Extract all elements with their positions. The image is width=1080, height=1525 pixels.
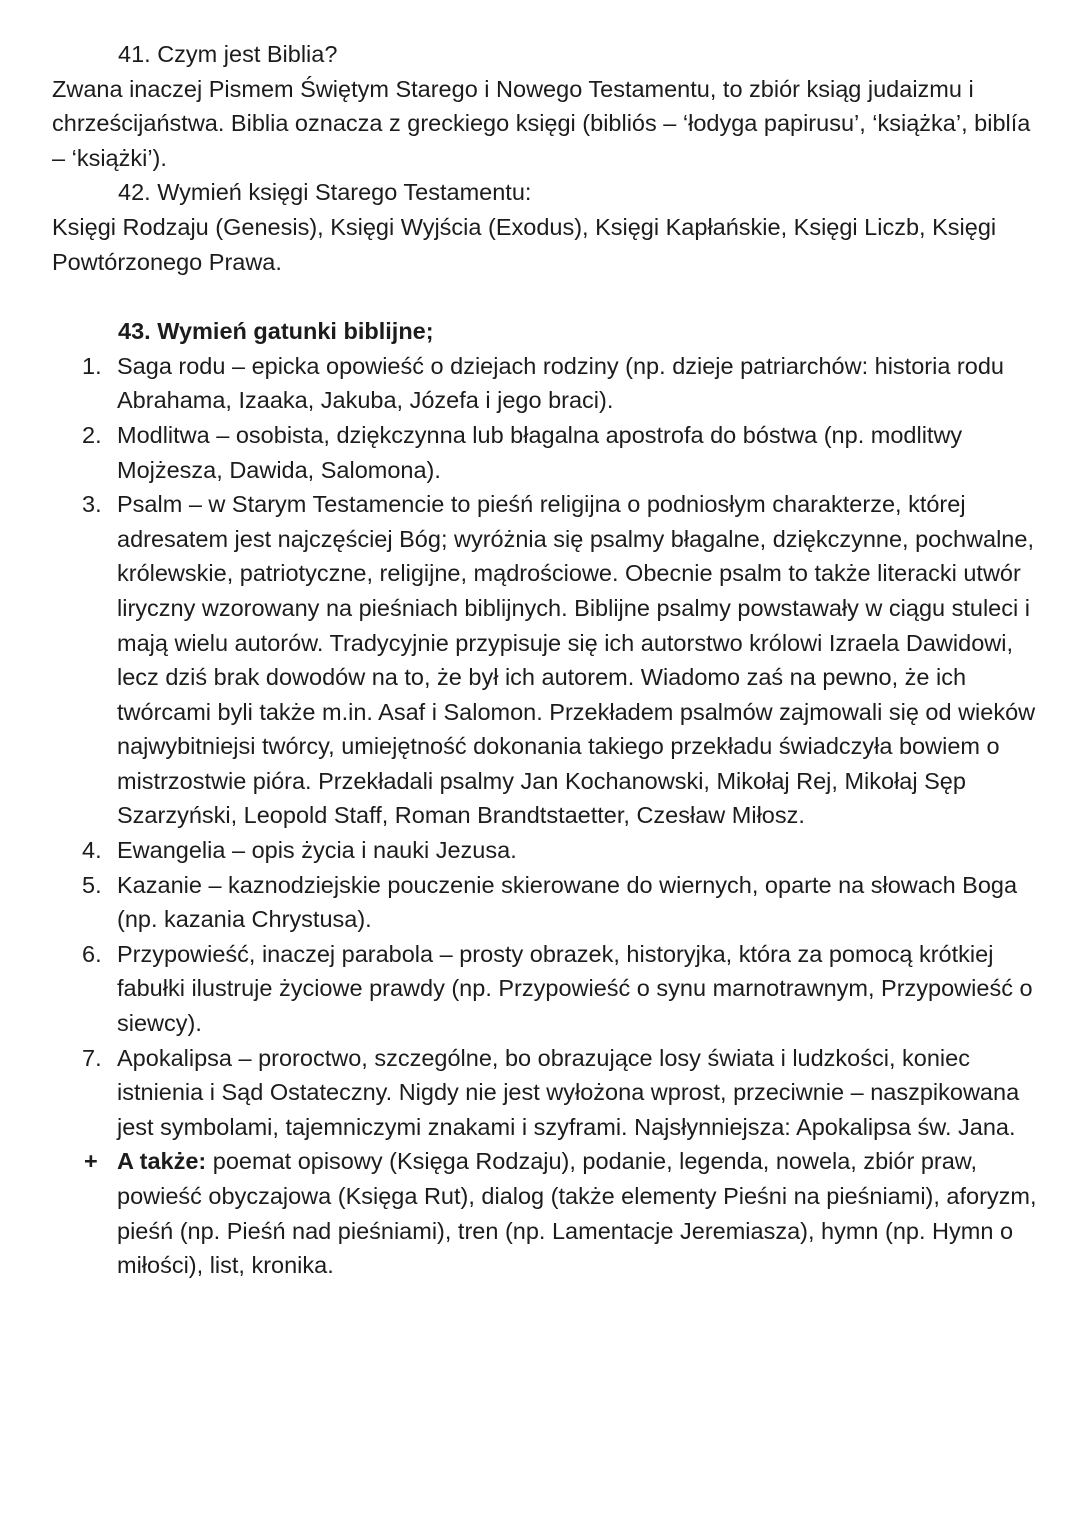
list-item-number: 3. <box>82 491 102 518</box>
list-item-number: 2. <box>82 421 102 448</box>
list-item <box>52 868 1042 937</box>
genre-list <box>52 349 1042 1145</box>
list-item-text: Kazanie – kaznodziejskie pouczenie skierowane do wiernych, oparte na słowach Boga (np. kazania Chrystusa). <box>117 871 1018 933</box>
list-item <box>52 1041 1042 1145</box>
section-gap <box>52 279 1042 314</box>
question-41-answer: Zwana inaczej Pismem Świętym Starego i Nowego Testamentu, to zbiór ksiąg judaizmu i chrześcijaństwa. Biblia oznacza z greckiego księgi (bibliós – ‘łodyga papirusu’, ‘książka’, biblía – ‘książki’). <box>52 75 1031 171</box>
list-item-text: Apokalipsa – proroctwo, szczególne, bo obrazujące losy świata i ludzkości, koniec istnienia i Sąd Ostateczny. Nigdy nie jest wyłożona wprost, przeciwnie – naszpikowana jest symbolami, tajemniczymi znakami i szyframi. Najsłynniejsza: Apokalipsa św. Jana. <box>117 1044 1020 1140</box>
list-item-number: 5. <box>82 871 102 898</box>
list-item <box>52 418 1042 487</box>
list-item-number: 1. <box>82 352 102 379</box>
question-42-answer: Księgi Rodzaju (Genesis), Księgi Wyjścia (Exodus), Księgi Kapłańskie, Księgi Liczb, Księgi Powtórzonego Prawa. <box>52 213 997 275</box>
list-item-text: Ewangelia – opis życia i nauki Jezusa. <box>117 837 517 864</box>
question-43-heading: 43. Wymień gatunki biblijne; <box>118 318 434 345</box>
list-item-number: 7. <box>82 1044 102 1071</box>
list-item-text: Przypowieść, inaczej parabola – prosty obrazek, historyjka, która za pomocą krótkiej fabułki ilustruje życiowe prawdy (np. Przypowieść o synu marnotrawnym, Przypowieść o siewcy). <box>117 940 1033 1037</box>
question-42-heading: 42. Wymień księgi Starego Testamentu: <box>118 179 532 206</box>
list-item <box>52 349 1042 418</box>
plus-icon: + <box>84 1148 98 1175</box>
list-item-number: 4. <box>82 837 102 864</box>
list-item-text: Modlitwa – osobista, dziękczynna lub błagalna apostrofa do bóstwa (np. modlitwy Mojżesza, Dawida, Salomona). <box>117 421 963 483</box>
additional-genres-text: poemat opisowy (Księga Rodzaju), podanie, legenda, nowela, zbiór praw, powieść obyczajowa (Księga Rut), dialog (także elementy Pieśni na pieśniami), aforyzm, pieśń (np. Pieśń nad pieśniami), tren (np. Lamentacje Jeremiasza), hymn (np. Hymn o miłości), list, kronika. <box>117 1148 1037 1279</box>
additional-genres-label: A także: <box>117 1148 207 1175</box>
additional-genres <box>52 1144 1042 1282</box>
list-item <box>52 487 1042 833</box>
list-item-text: Psalm – w Starym Testamencie to pieśń religijna o podniosłym charakterze, której adresatem jest najczęściej Bóg; wyróżnia się psalmy błagalne, dziękczynne, pochwalne, królewskie, patriotyczne, religijne, mądrościowe. Obecnie psalm to także literacki utwór liryczny wzorowany na pieśniach biblijnych. Biblijne psalmy powstawały w ciągu stuleci i mają wielu autorów. Tradycyjnie przypisuje się ich autorstwo królowi Izraela Dawidowi, lecz dziś brak dowodów na to, że był ich autorem. Wiadomo zaś na pewno, że ich twórcami byli także m.in. Asaf i Salomon. Przekładem psalmów zajmowali się od wieków najwybitniejsi twórcy, umiejętność dokonania takiego przekładu świadczyła bowiem o mistrzostwie pióra. Przekładali psalmy Jan Kochanowski, Mikołaj Rej, Mikołaj Sęp Szarzyński, Leopold Staff, Roman Brandtstaetter, Czesław Miłosz. <box>117 491 1036 829</box>
list-item <box>52 833 1042 868</box>
list-item <box>52 937 1042 1041</box>
list-item-text: Saga rodu – epicka opowieść o dziejach rodziny (np. dzieje patriarchów: historia rodu Abrahama, Izaaka, Jakuba, Józefa i jego braci). <box>117 352 1004 414</box>
document-page <box>52 37 1042 1283</box>
question-41-heading: 41. Czym jest Biblia? <box>118 41 338 67</box>
list-item-number: 6. <box>82 940 102 967</box>
